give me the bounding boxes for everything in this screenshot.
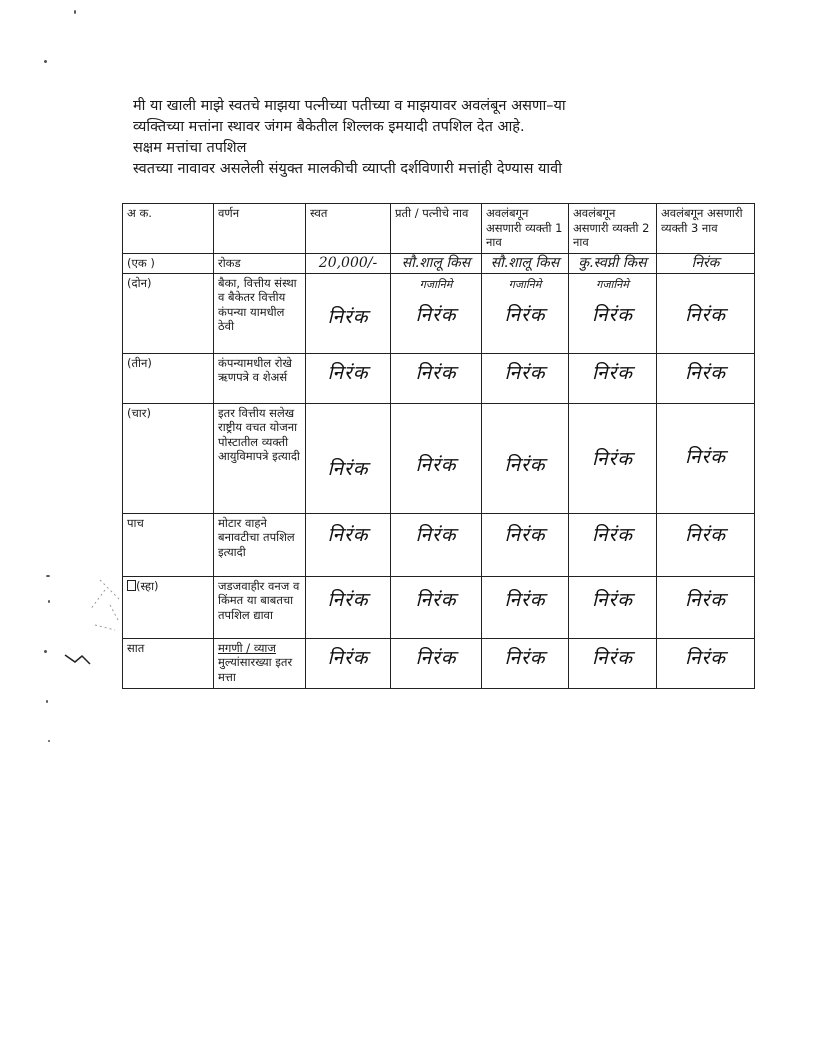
- row-self: [306, 273, 391, 353]
- dep2-value: निरंक: [592, 447, 633, 470]
- row-sr: (तीन): [123, 353, 214, 403]
- dep3-value: निरंक: [685, 361, 726, 384]
- row-desc: बैका, वित्तीय संस्था व बैकेतर वित्तीय कंपन्या यामधील ठेवी: [214, 273, 306, 353]
- table-header-row: [123, 204, 755, 254]
- table-row: [123, 273, 755, 353]
- cash-self-value: 20,000/-: [318, 255, 378, 271]
- row-desc: मोटार वाहने बनावटीचा तपशिल इत्यादी: [214, 513, 306, 576]
- spouse-value: निरंक: [415, 304, 457, 326]
- row-dep2: [569, 576, 657, 638]
- table-row: [123, 403, 755, 513]
- cash-row: [123, 254, 755, 274]
- row-dep3: [657, 638, 755, 688]
- cash-sr: (एक ): [123, 254, 214, 274]
- row-self: [306, 576, 391, 638]
- cash-dep3: [657, 254, 755, 274]
- row-self: [306, 403, 391, 513]
- row-spouse: [391, 638, 482, 688]
- dep3-value: निरंक: [685, 646, 726, 669]
- row-dep2: [569, 638, 657, 688]
- cash-spouse: [391, 254, 482, 274]
- dep3-value: निरंक: [685, 523, 726, 546]
- table-row: [123, 353, 755, 403]
- dep1-value: निरंक: [504, 646, 546, 669]
- row-desc: कंपन्यामधील रोखे ऋणपत्रे व शेअर्स: [214, 353, 306, 403]
- row-dep1: [482, 353, 569, 403]
- header-dep2: अवलंबगून असणारी व्यक्ती 2 नाव: [569, 204, 657, 254]
- row-sr: (चार): [123, 403, 214, 513]
- row-desc-underlined: मगणी / व्याज: [218, 640, 276, 655]
- row-dep1: [482, 638, 569, 688]
- row-dep2: [569, 513, 657, 576]
- dep3-value: निरंक: [685, 304, 726, 326]
- self-value: निरंक: [327, 457, 369, 480]
- row-sr-text: (स्हा): [136, 578, 159, 593]
- intro-line-4: स्वतच्या नावावर असलेली संयुक्त मालकीची व्याप्ती दर्शविणारी मत्तांही देण्यास यावी: [133, 161, 562, 177]
- self-value: निरंक: [327, 588, 369, 611]
- scan-speck: [46, 575, 50, 577]
- intro-line-2: व्यक्तिच्या मत्तांना स्थावर जंगम बैकेतील शिल्लक इमयादी तपशिल देत आहे.: [133, 119, 525, 135]
- scan-speck: [74, 10, 76, 14]
- dep1-value: निरंक: [504, 453, 546, 476]
- dep1-value: निरंक: [504, 361, 546, 384]
- self-value: निरंक: [327, 306, 369, 328]
- row-spouse: [391, 513, 482, 576]
- row-spouse: [391, 353, 482, 403]
- self-value: निरंक: [327, 361, 369, 384]
- cash-self: [306, 254, 391, 274]
- row-dep3: [657, 353, 755, 403]
- row-desc: जडजवाहीर वनज व किंमत या बाबतचा तपशिल द्यावा: [214, 576, 306, 638]
- dep1-value: निरंक: [504, 523, 546, 546]
- cash-dep2: [569, 254, 657, 274]
- scan-speck: [44, 650, 47, 653]
- cash-desc: रोकड: [214, 254, 306, 274]
- scan-speck: [44, 60, 47, 63]
- dep1-value: निरंक: [504, 304, 546, 326]
- header-self: स्वत: [306, 204, 391, 254]
- row-dep1: [482, 273, 569, 353]
- row-sr: (दोन): [123, 273, 214, 353]
- table-row: [123, 638, 755, 688]
- cash-dep2-value: कु.स्वप्नी किस: [578, 255, 647, 271]
- spouse-name-sub: गजानिमे: [419, 277, 453, 291]
- self-value: निरंक: [327, 523, 369, 546]
- header-spouse: प्रती / पत्नीचे नाव: [391, 204, 482, 254]
- row-dep2: [569, 353, 657, 403]
- row-dep2: [569, 273, 657, 353]
- dep2-value: निरंक: [592, 646, 633, 669]
- spouse-value: निरंक: [415, 646, 457, 669]
- intro-text: [133, 96, 713, 180]
- row-dep1: [482, 403, 569, 513]
- dep2-value: निरंक: [592, 523, 633, 546]
- cash-dep3-value: निरंक: [691, 255, 720, 271]
- row-self: [306, 513, 391, 576]
- spouse-value: निरंक: [415, 523, 457, 546]
- scan-smudge-icon: [60, 570, 130, 680]
- dep1-name-sub: गजानिमे: [508, 277, 542, 291]
- row-spouse: [391, 403, 482, 513]
- spouse-value: निरंक: [415, 453, 457, 476]
- row-dep3: [657, 576, 755, 638]
- spouse-value: निरंक: [415, 361, 457, 384]
- row-dep2: [569, 403, 657, 513]
- intro-line-3: सक्षम मत्तांचा तपशिल: [133, 140, 247, 156]
- scan-speck: [46, 700, 48, 703]
- row-sr: [123, 576, 214, 638]
- dep2-name-sub: गजानिमे: [596, 277, 629, 291]
- header-sr: अ क.: [123, 204, 214, 254]
- row-spouse: [391, 273, 482, 353]
- intro-line-1: मी या खाली माझे स्वतचे माझया पत्नीच्या पतीच्या व माझयावर अवलंबून असणा–या: [133, 98, 566, 114]
- table-row: [123, 513, 755, 576]
- dep2-value: निरंक: [592, 588, 633, 611]
- row-dep3: [657, 273, 755, 353]
- row-sr: सात: [123, 638, 214, 688]
- dep3-value: निरंक: [685, 588, 726, 611]
- header-desc: वर्णन: [214, 204, 306, 254]
- cash-dep1: [482, 254, 569, 274]
- header-dep3: अवलंबगून असणारी व्यक्ती 3 नाव: [657, 204, 755, 254]
- cash-spouse-value: सौ.शालू किस: [401, 255, 471, 271]
- assets-table: [122, 203, 755, 689]
- row-dep3: [657, 513, 755, 576]
- row-spouse: [391, 576, 482, 638]
- row-desc: इतर वित्तीय सलेख राष्ट्रीय वचत योजना पोस्टातील व्यक्ती आयुविमापत्रे इत्यादी: [214, 403, 306, 513]
- row-sr: पाच: [123, 513, 214, 576]
- spouse-value: निरंक: [415, 588, 457, 611]
- scan-speck: [48, 600, 50, 603]
- dep2-value: निरंक: [592, 304, 633, 326]
- row-self: [306, 353, 391, 403]
- scan-speck: [48, 740, 50, 742]
- header-dep1: अवलंबगून असणारी व्यक्ती 1 नाव: [482, 204, 569, 254]
- self-value: निरंक: [327, 646, 369, 669]
- table-row: [123, 576, 755, 638]
- dep1-value: निरंक: [504, 588, 546, 611]
- row-dep1: [482, 513, 569, 576]
- dep3-value: निरंक: [685, 445, 726, 468]
- dep2-value: निरंक: [592, 361, 633, 384]
- row-desc-rest: मुल्यांसारख्या इतर मत्ता: [218, 655, 293, 684]
- row-desc: [214, 638, 306, 688]
- row-dep1: [482, 576, 569, 638]
- row-dep3: [657, 403, 755, 513]
- cash-dep1-value: सौ.शालू किस: [490, 255, 560, 271]
- row-self: [306, 638, 391, 688]
